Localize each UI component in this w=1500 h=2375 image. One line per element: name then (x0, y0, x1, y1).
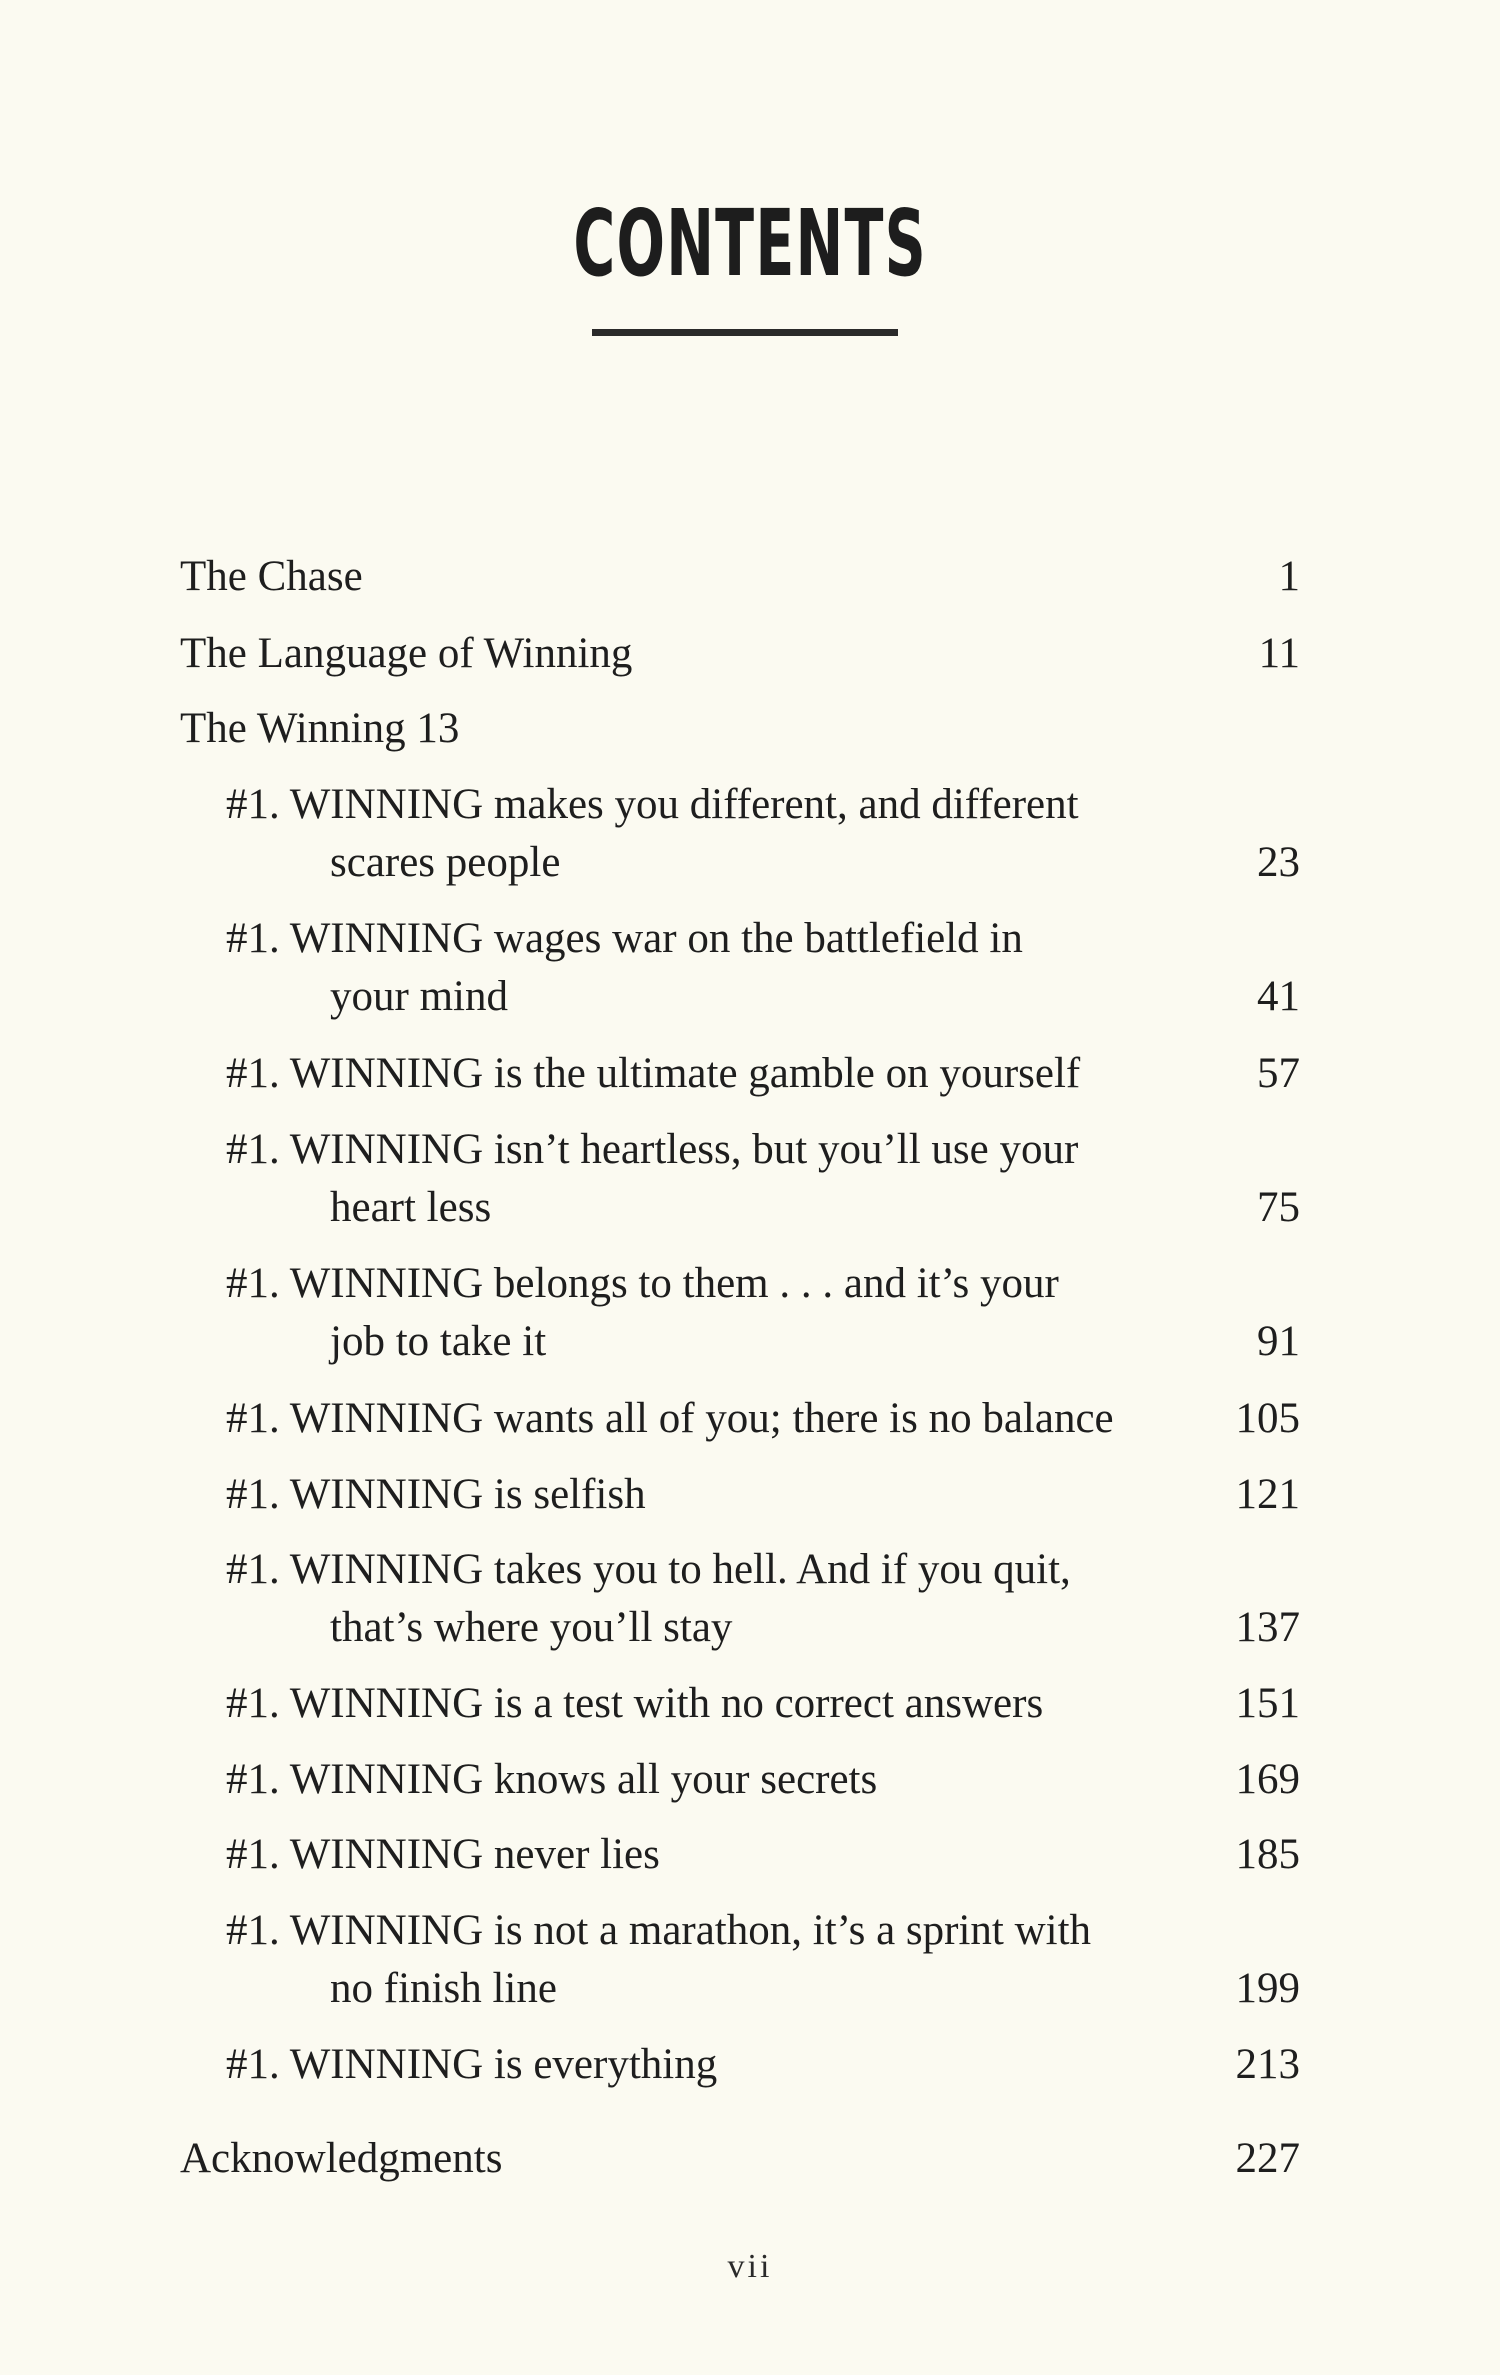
toc-chapter (226, 1390, 1300, 1448)
toc-chapter-title-line2: that’s where you’ll stay (330, 1604, 733, 1651)
toc-entry-page: 1 (1278, 553, 1300, 600)
toc-chapter (226, 1902, 1300, 2018)
toc-chapter (226, 1826, 1300, 1884)
toc-chapter (226, 1045, 1300, 1103)
toc-chapter-page: 121 (1235, 1471, 1300, 1518)
toc-chapter (226, 1121, 1300, 1237)
toc-entry-title: Acknowledgments (180, 2135, 503, 2182)
toc-chapter (226, 910, 1300, 1026)
toc-chapter-title-line1: #1. WINNING is not a marathon, it’s a sprint with (226, 1907, 1092, 1954)
toc-chapter-page: 169 (1235, 1756, 1300, 1803)
page-number: vii (727, 2248, 773, 2285)
toc-chapter-page: 41 (1257, 973, 1300, 1020)
toc-chapter-title-line1: #1. WINNING makes you different, and different (226, 781, 1079, 828)
toc-chapter (226, 1255, 1300, 1371)
toc-chapter-title-line1: #1. WINNING wages war on the battlefield in (226, 915, 1023, 962)
toc-chapter-title-line2: heart less (330, 1184, 492, 1231)
toc-chapter-title-line1: #1. WINNING takes you to hell. And if you quit, (226, 1546, 1071, 1593)
toc-chapter-title-line1: #1. WINNING is selfish (226, 1471, 646, 1518)
toc-chapter (226, 776, 1300, 892)
toc-chapter-page: 185 (1235, 1831, 1300, 1878)
toc-chapter-page: 199 (1235, 1965, 1300, 2012)
toc-chapter-title-line2: job to take it (330, 1318, 547, 1365)
toc-chapter-title-line1: #1. WINNING is a test with no correct answers (226, 1680, 1044, 1727)
toc-entry-language-of-winning (180, 625, 1300, 683)
toc-chapter-title-line2: no finish line (330, 1965, 557, 2012)
contents-heading (0, 190, 1500, 297)
toc-chapter (226, 1466, 1300, 1524)
toc-entry-title: The Language of Winning (180, 630, 633, 677)
toc-chapter-title-line1: #1. WINNING never lies (226, 1831, 660, 1878)
contents-heading-text: CONTENTS (573, 190, 927, 297)
toc-chapter-page: 105 (1235, 1395, 1300, 1442)
toc-chapter-page: 75 (1257, 1184, 1300, 1231)
toc-chapter-title-line2: scares people (330, 839, 561, 886)
toc-entry-the-chase (180, 548, 1300, 606)
toc-entry-winning-13 (180, 700, 1300, 758)
toc-chapter-title-line1: #1. WINNING wants all of you; there is no balance (226, 1395, 1114, 1442)
toc-entry-title: The Winning 13 (180, 705, 460, 752)
toc-chapter-page: 213 (1235, 2041, 1300, 2088)
toc-chapter-page: 151 (1235, 1680, 1300, 1727)
toc-entry-page: 11 (1258, 630, 1300, 677)
toc-chapter (226, 1751, 1300, 1809)
toc-chapter-title-line1: #1. WINNING isn’t heartless, but you’ll use your (226, 1126, 1079, 1173)
toc-chapter-page: 57 (1257, 1050, 1300, 1097)
toc-entry-page: 227 (1235, 2135, 1300, 2182)
toc-entry-acknowledgments (180, 2130, 1300, 2188)
toc-chapter (226, 1541, 1300, 1657)
toc-chapter-page: 91 (1257, 1318, 1300, 1365)
toc-chapter-page: 137 (1235, 1604, 1300, 1651)
toc-entry-title: The Chase (180, 553, 363, 600)
toc-chapter-title-line1: #1. WINNING belongs to them . . . and it’s your (226, 1260, 1059, 1307)
toc-chapter-title-line1: #1. WINNING is everything (226, 2041, 718, 2088)
toc-chapter (226, 1675, 1300, 1733)
toc-chapter-title-line1: #1. WINNING is the ultimate gamble on yourself (226, 1050, 1081, 1097)
toc-chapter-title-line2: your mind (330, 973, 508, 1020)
toc-chapter-title-line1: #1. WINNING knows all your secrets (226, 1756, 878, 1803)
toc-chapter-page: 23 (1257, 839, 1300, 886)
toc-chapter (226, 2036, 1300, 2094)
heading-underline (592, 329, 898, 336)
